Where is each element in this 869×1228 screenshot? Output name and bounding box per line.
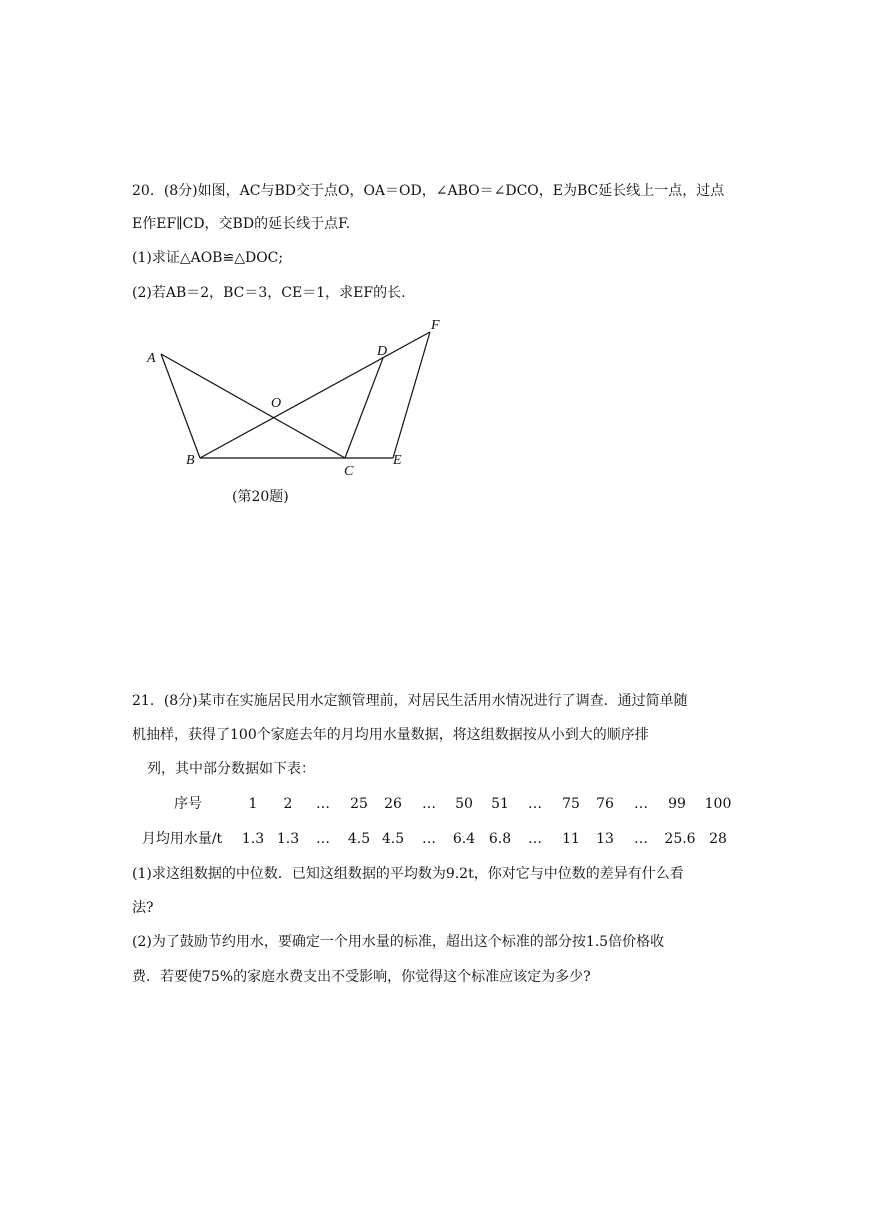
table-cell: 76 — [596, 796, 614, 812]
table-cell: 4.5 — [347, 831, 371, 847]
label-b: B — [186, 453, 195, 468]
table-cell: 11 — [562, 831, 580, 847]
table-cell: 100 — [704, 796, 732, 812]
segment-ac — [161, 354, 345, 458]
q21-line-3: 列，其中部分数据如下表： — [147, 761, 315, 777]
label-a: A — [147, 351, 156, 366]
table-cell: 28 — [709, 831, 727, 847]
table-cell: … — [422, 796, 436, 812]
table-cell: 序号 — [174, 796, 202, 812]
q20-part-2: (2)若AB＝2，BC＝3，CE＝1，求EF的长. — [132, 285, 406, 301]
label-c: C — [344, 464, 354, 479]
table-cell: 6.8 — [488, 831, 512, 847]
q21-line-2: 机抽样，获得了100个家庭去年的月均用水量数据，将这组数据按从小到大的顺序排 — [132, 727, 649, 743]
figure-caption: (第20题) — [232, 489, 289, 505]
label-f: F — [431, 318, 440, 333]
table-cell: … — [634, 796, 648, 812]
q21-part-2-line-2: 费．若要使75%的家庭水费支出不受影响，你觉得这个标准应该定为多少? — [132, 969, 591, 985]
table-cell: 51 — [491, 796, 509, 812]
label-o: O — [271, 396, 282, 411]
segment-ab — [161, 354, 200, 458]
segment-cd — [345, 358, 383, 458]
table-cell: … — [634, 831, 648, 847]
table-row-index — [0, 794, 869, 814]
table-row-usage — [0, 829, 869, 849]
table-cell: 26 — [384, 796, 402, 812]
table-cell: … — [316, 831, 330, 847]
table-cell: 月均用水量/t — [141, 831, 223, 847]
table-cell: 13 — [596, 831, 614, 847]
q20-line-2: E作EF∥CD，交BD的延长线于点F. — [132, 216, 351, 232]
table-cell: 4.5 — [381, 831, 405, 847]
table-cell: 1 — [248, 796, 258, 812]
table-cell: 6.4 — [452, 831, 476, 847]
q20-part-1: (1)求证△AOB≌△DOC; — [132, 250, 284, 266]
geometry-figure — [140, 312, 460, 482]
table-cell: 50 — [455, 796, 473, 812]
label-d: D — [377, 344, 388, 359]
q20-line-1: 20．(8分)如图，AC与BD交于点O，OA＝OD，∠ABO＝∠DCO，E为BC延长线上一点，过点 — [132, 183, 725, 199]
label-e: E — [393, 453, 402, 468]
table-cell: 25.6 — [664, 831, 696, 847]
table-cell: 1.3 — [276, 831, 300, 847]
table-cell: 99 — [668, 796, 686, 812]
q21-part-1-line-2: 法? — [132, 900, 154, 916]
table-cell: 75 — [562, 796, 580, 812]
table-cell: … — [316, 796, 330, 812]
table-cell: … — [422, 831, 436, 847]
q21-line-1: 21．(8分)某市在实施居民用水定额管理前，对居民生活用水情况进行了调查．通过简单随 — [132, 693, 688, 709]
q21-part-2-line-1: (2)为了鼓励节约用水，要确定一个用水量的标准，超出这个标准的部分按1.5倍价格收 — [132, 934, 665, 950]
segment-ef — [393, 332, 430, 458]
table-cell: 2 — [283, 796, 293, 812]
table-cell: 25 — [350, 796, 368, 812]
table-cell: … — [528, 796, 542, 812]
table-cell: 1.3 — [241, 831, 265, 847]
table-cell: … — [528, 831, 542, 847]
q21-part-1-line-1: (1)求这组数据的中位数．已知这组数据的平均数为9.2t，你对它与中位数的差异有什么看 — [132, 866, 684, 882]
